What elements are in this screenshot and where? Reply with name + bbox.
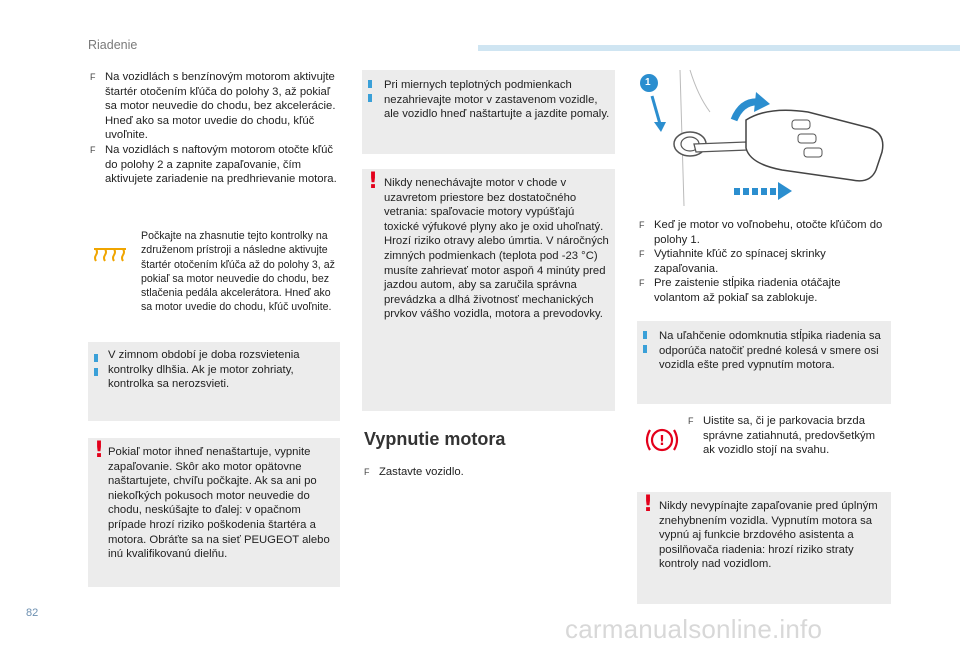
list-item bbox=[90, 70, 340, 143]
section-heading: Vypnutie motora bbox=[364, 429, 506, 449]
warning-text: Pokiaľ motor ihneď nenaštartuje, vypnite zapaľovanie. Skôr ako motor opätovne naštartujete, chvíľu počkajte. Ak sa ani po niekoľkých pokusoch motor neuvedie do chodu, neskúšajte to ďalej: v opačnom prípade hrozí riziko poškodenia štartéra a motora. Obráťte sa na sieť PEUGEOT alebo inú kvalifikovanú dielňu. bbox=[108, 446, 330, 561]
figure-badge-label: 1 bbox=[645, 77, 651, 88]
list-item bbox=[90, 143, 340, 187]
exclamation-mark: ! bbox=[659, 434, 665, 449]
info-icon bbox=[643, 331, 647, 353]
info-icon bbox=[368, 80, 372, 102]
warning-box-start-failure bbox=[88, 438, 340, 587]
warning-box-ignition bbox=[637, 492, 891, 604]
warning-icon: ! bbox=[368, 169, 379, 194]
warning-box-exhaust bbox=[362, 169, 615, 411]
glow-plug-note: Počkajte na zhasnutie tejto kontrolky na združenom prístroji a následne aktivujte štartér otočením kľúča až do polohy 3, až pokiaľ sa motor neuvedie do chodu, bez stlačenia pedála akcelerátora. Hneď ako sa motor uvedie do chodu, kľúč uvoľnite. bbox=[141, 230, 335, 314]
list-item-text: Na vozidlách s naftovým motorom otočte kľúč do polohy 2 a zapnite zapaľovanie, čím aktivujete zariadenie na predhrievanie motora. bbox=[105, 143, 337, 186]
page-number: 82 bbox=[26, 607, 39, 619]
list-item bbox=[639, 276, 889, 305]
bullet-icon: F bbox=[364, 467, 370, 477]
warning-text: Nikdy nenechávajte motor v chode v uzavretom priestore bez dostatočného vetrania: spaľovacie motory vypúšťajú toxické výfukové plyny ako je oxid uhoľnatý. Hrozí riziko otravy alebo úmrtia. V náročných zimných podmienkach (teplota pod -23 °C) musíte zahrievať motor aspoň 4 minúty pred jazdou autom, aby sa zaručila správna prevádzka a dlhá životnosť mechanických prvkov vášho vozidla, motora a prevodovky. bbox=[384, 177, 609, 321]
info-icon bbox=[94, 354, 98, 376]
list-item bbox=[639, 247, 889, 276]
bullet-icon: F bbox=[639, 220, 645, 230]
info-box-mild-temp bbox=[362, 70, 615, 154]
info-text: V zimnom období je doba rozsvietenia kontrolky dlhšia. Ak je motor zohriaty, kontrolka sa nerozsvieti. bbox=[108, 349, 300, 391]
bullet-icon: F bbox=[90, 72, 96, 82]
info-text: Na uľahčenie odomknutia stĺpika riadenia sa odporúča natočiť predné kolesá v smere osi vozidla ešte pred vypnutím motora. bbox=[659, 330, 881, 372]
stop-steps-bullets bbox=[639, 218, 889, 306]
glow-plug-warning-icon bbox=[93, 247, 127, 263]
bullet-icon: F bbox=[688, 416, 694, 426]
parking-brake-warning-icon bbox=[642, 425, 682, 455]
stop-bullets bbox=[364, 465, 614, 480]
brake-bullets bbox=[688, 414, 888, 458]
list-item-text: Na vozidlách s benzínovým motorom aktivujte štartér otočením kľúča do polohy 3, až pokiaľ sa motor neuvedie do chodu, bez akcelerácie. Hneď ako sa motor uvedie do chodu, kľúč uvoľnite. bbox=[105, 71, 336, 142]
list-item-text: Zastavte vozidlo. bbox=[379, 466, 464, 478]
info-box-winter bbox=[88, 342, 340, 421]
section-title: Riadenie bbox=[88, 38, 138, 52]
info-text: Pri miernych teplotných podmienkach nezahrievajte motor v zastavenom vozidle, ale vozidlo hneď naštartujte a jazdite pomaly. bbox=[384, 79, 610, 121]
list-item bbox=[688, 414, 888, 458]
bullet-icon: F bbox=[90, 144, 96, 155]
list-item-text: Vytiahnite kľúč zo spínacej skrinky zapaľovania. bbox=[654, 248, 826, 275]
watermark: carmanualsonline.info bbox=[565, 614, 823, 644]
warning-icon: ! bbox=[94, 438, 105, 463]
list-item-text: Keď je motor vo voľnobehu, otočte kľúčom do polohy 1. bbox=[654, 219, 883, 246]
list-item-text: Pre zaistenie stĺpika riadenia otáčajte volantom až pokiaľ sa zablokuje. bbox=[654, 277, 841, 304]
list-item-text: Uistite sa, či je parkovacia brzda správne zatiahnutá, predovšetkým ak vozidlo stojí na svahu. bbox=[703, 415, 876, 457]
bullet-icon: F bbox=[639, 249, 645, 260]
bullet-icon: F bbox=[639, 278, 645, 289]
warning-text: Nikdy nevypínajte zapaľovanie pred úplným znehybnením vozidla. Vypnutím motora sa vypnú aj funkcie brzdového asistenta a posilňovača riadenia: hrozí riziko straty kontroly nad vozidlom. bbox=[659, 500, 878, 571]
start-bullets bbox=[90, 70, 340, 187]
section-bar bbox=[478, 45, 960, 51]
warning-icon: ! bbox=[643, 492, 654, 517]
list-item bbox=[639, 218, 889, 247]
ignition-key-illustration bbox=[638, 66, 890, 214]
info-box-steering bbox=[637, 321, 891, 404]
list-item bbox=[364, 465, 614, 480]
